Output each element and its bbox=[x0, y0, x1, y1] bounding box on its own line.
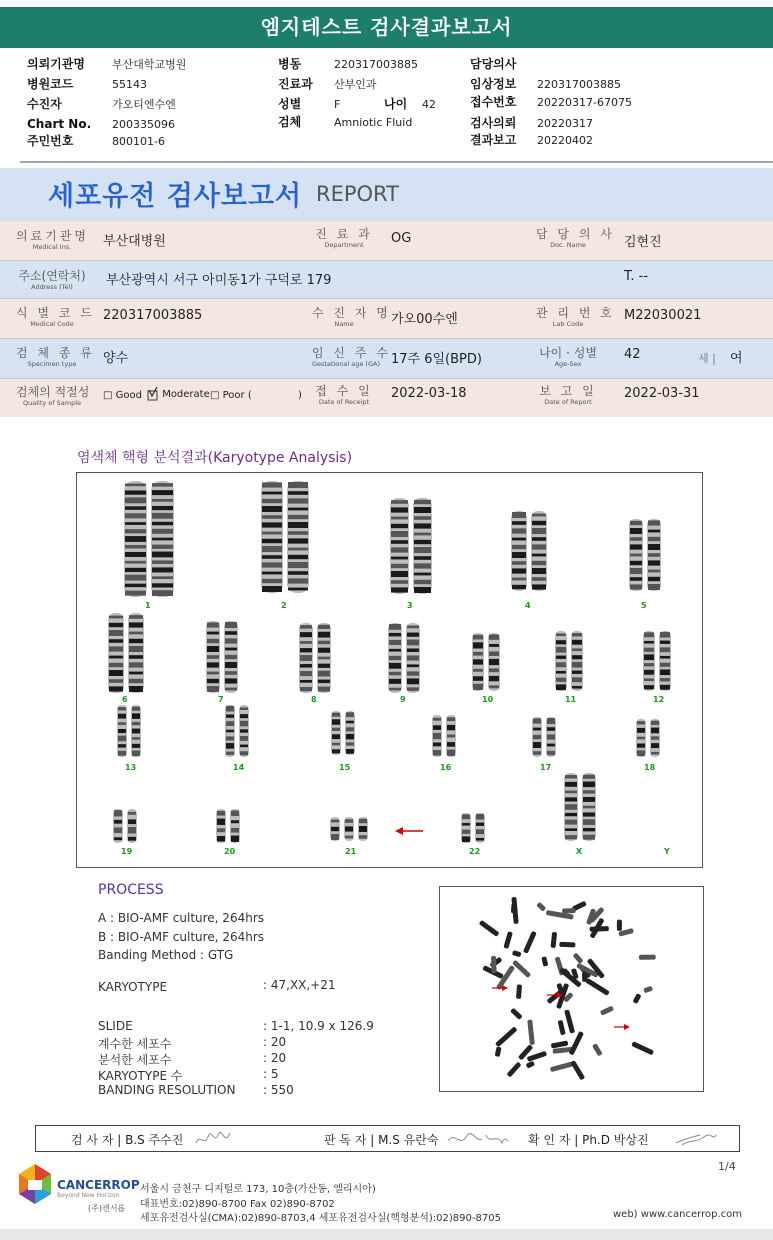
banding-resolution-value: : 550 bbox=[263, 1083, 294, 1097]
header-label: 담당의사 bbox=[470, 57, 517, 71]
footer-phone: 대표번호:02)890-8700 Fax 02)890-8702 bbox=[140, 1199, 335, 1210]
header-label: 성별 bbox=[278, 97, 302, 111]
chromosome-13 bbox=[117, 705, 141, 757]
header-value: 220317003885 bbox=[334, 58, 418, 71]
header-divider bbox=[20, 161, 773, 163]
chromosome-label: 22 bbox=[469, 847, 481, 856]
red-arrow-icon bbox=[395, 826, 425, 836]
header-value: 부산대학교병원 bbox=[112, 58, 187, 71]
chromosome-22 bbox=[461, 813, 485, 843]
receipt-date: 2022-03-18 bbox=[391, 386, 467, 401]
chromosome-label: 21 bbox=[345, 847, 357, 856]
process-heading: PROCESS bbox=[98, 882, 164, 898]
header-label: 진료과 bbox=[278, 77, 313, 91]
header-value: 20220317 bbox=[537, 117, 593, 130]
quality-moderate-checkbox[interactable] bbox=[147, 387, 210, 401]
confirmer: 확 인 자 | Ph.D 박상진 bbox=[528, 1133, 649, 1147]
chromosome-11 bbox=[555, 631, 583, 691]
field-label: 검체의 적절성 Quality of Sample bbox=[16, 385, 90, 407]
chromosome-20 bbox=[216, 809, 240, 843]
brand-name: CANCERROP bbox=[57, 1178, 140, 1192]
specimen-type: 양수 bbox=[103, 351, 129, 366]
banding-resolution-label: BANDING RESOLUTION bbox=[98, 1083, 236, 1097]
checked-box-icon bbox=[147, 387, 159, 401]
banding-method: Banding Method : GTG bbox=[98, 948, 234, 962]
chromosome-3 bbox=[390, 498, 432, 594]
header-label: 결과보고 bbox=[470, 133, 517, 147]
quality-poor-checkbox[interactable]: □ Poor ( bbox=[210, 390, 252, 401]
medical-institution: 부산대병원 bbox=[103, 234, 166, 249]
chromosome-15 bbox=[331, 711, 355, 755]
chromosome-label: 19 bbox=[121, 847, 133, 856]
quality-poor-close: ) bbox=[298, 390, 302, 401]
chromosome-label: X bbox=[576, 847, 583, 856]
confirmer-signature bbox=[674, 1129, 718, 1149]
page-number: 1/4 bbox=[718, 1160, 736, 1173]
bottom-strip bbox=[0, 1229, 773, 1240]
field-label: 의료기관명 Medical Ins. bbox=[16, 229, 89, 251]
header-value: 800101-6 bbox=[112, 135, 165, 148]
header-info bbox=[0, 52, 773, 156]
header-label: 의뢰기관명 bbox=[27, 57, 85, 71]
chromosome-label: 7 bbox=[218, 695, 224, 704]
analyzed-cells-label: 분석한 세포수 bbox=[98, 1053, 172, 1067]
chromosome-label: 12 bbox=[653, 695, 665, 704]
counted-cells-value: : 20 bbox=[263, 1035, 287, 1049]
chromosome-X bbox=[564, 773, 596, 841]
culture-a: A : BIO-AMF culture, 264hrs bbox=[98, 911, 265, 925]
info-row bbox=[0, 299, 773, 339]
header-label: 수진자 bbox=[27, 97, 62, 111]
metaphase-image bbox=[439, 886, 704, 1092]
chromosome-6 bbox=[108, 613, 144, 693]
examiner: 검 사 자 | B.S 주수진 bbox=[71, 1133, 184, 1147]
address: 부산광역시 서구 아미동1가 구덕로 179 bbox=[106, 273, 332, 288]
chromosome-label: Y bbox=[664, 847, 670, 856]
header-value: 산부인과 bbox=[334, 78, 377, 91]
info-row bbox=[0, 261, 773, 299]
patient-sex: 여 bbox=[730, 351, 743, 366]
footer-address: 서울시 금천구 디지털로 173, 10층(가산동, 엘리시아) bbox=[140, 1184, 376, 1195]
header-value: 220317003885 bbox=[537, 78, 621, 91]
chromosome-9 bbox=[388, 623, 420, 693]
telephone: T. -- bbox=[624, 269, 649, 284]
karyotype-count-value: : 5 bbox=[263, 1067, 279, 1081]
culture-b: B : BIO-AMF culture, 264hrs bbox=[98, 930, 265, 944]
examiner-signature bbox=[194, 1129, 234, 1149]
age-unit: 세 | bbox=[698, 352, 716, 365]
karyotype-result: : 47,XX,+21 bbox=[263, 978, 336, 992]
chromosome-label: 18 bbox=[644, 763, 656, 772]
header-value: 200335096 bbox=[112, 118, 175, 131]
chromosome-5 bbox=[629, 519, 661, 591]
chromosome-16 bbox=[432, 715, 456, 757]
field-label: 보 고 일 Date of Report bbox=[539, 384, 597, 406]
karyotype-label: KARYOTYPE bbox=[98, 980, 168, 994]
chromosome-label: 2 bbox=[281, 601, 287, 610]
field-label: 나이 · 성별 Age-Sex bbox=[539, 346, 597, 368]
chromosome-2 bbox=[261, 481, 309, 593]
chromosome-label: 14 bbox=[233, 763, 245, 772]
slide-label: SLIDE bbox=[98, 1019, 133, 1033]
header-value: Amniotic Fluid bbox=[334, 116, 413, 129]
chromosome-label: 1 bbox=[145, 601, 151, 610]
chromosome-label: 6 bbox=[122, 695, 128, 704]
reader-signature bbox=[446, 1129, 510, 1149]
header-label: 병원코드 bbox=[27, 77, 74, 91]
chromosome-label: 16 bbox=[440, 763, 452, 772]
karyotype-section-title: 염색체 핵형 분석결과(Karyotype Analysis) bbox=[77, 450, 353, 466]
header-value: 55143 bbox=[112, 78, 147, 91]
chromosome-12 bbox=[643, 631, 671, 691]
header-value: 20220402 bbox=[537, 134, 593, 147]
report-title: 엠지테스트 검사결과보고서 bbox=[0, 7, 773, 48]
karyotype-count-label: KARYOTYPE 수 bbox=[98, 1069, 183, 1083]
medical-code: 220317003885 bbox=[103, 308, 203, 323]
patient-name: 가오00수엔 bbox=[391, 312, 458, 327]
chromosome-label: 9 bbox=[400, 695, 406, 704]
banner-subtitle: REPORT bbox=[316, 182, 399, 206]
field-label: 진 료 과 Department bbox=[315, 227, 373, 249]
chromosome-label: 17 bbox=[540, 763, 552, 772]
header-value: 20220317-67075 bbox=[537, 96, 632, 109]
header-label: Chart No. bbox=[27, 117, 92, 131]
info-row bbox=[0, 221, 773, 261]
header-label: 검체 bbox=[278, 115, 302, 129]
header-value: F bbox=[334, 98, 341, 111]
chromosome-10 bbox=[472, 633, 500, 691]
lab-code: M22030021 bbox=[624, 308, 702, 323]
brand-korean: (주)캔서롭 bbox=[88, 1204, 126, 1213]
chromosome-4 bbox=[511, 511, 547, 591]
chromosome-19 bbox=[113, 809, 137, 843]
patient-age: 42 bbox=[624, 347, 641, 362]
chromosome-7 bbox=[206, 621, 238, 693]
field-label: 접 수 일 Date of Receipt bbox=[315, 384, 373, 406]
field-label: 임 신 주 수 Gestational age (GA) bbox=[312, 346, 391, 368]
doctor-name: 김현진 bbox=[624, 235, 662, 250]
header-label: 나이 bbox=[384, 97, 408, 111]
chromosome-label: 3 bbox=[407, 601, 413, 610]
slide-value: : 1-1, 10.9 x 126.9 bbox=[263, 1019, 374, 1033]
gestational-age: 17주 6일(BPD) bbox=[391, 352, 482, 367]
header-label: 주민번호 bbox=[27, 134, 74, 148]
chromosome-14 bbox=[225, 705, 249, 757]
chromosome-label: 5 bbox=[641, 601, 647, 610]
reader: 판 독 자 | M.S 유란숙 bbox=[324, 1133, 439, 1147]
field-label: 담 당 의 사 Doc. Name bbox=[536, 227, 615, 249]
footer-website: web) www.cancerrop.com bbox=[613, 1209, 742, 1220]
header-label: 접수번호 bbox=[470, 95, 517, 109]
field-label: 식 별 코 드 Medical Code bbox=[16, 306, 95, 328]
quality-good-checkbox[interactable]: □ Good bbox=[103, 390, 142, 401]
karyotype-image bbox=[76, 472, 703, 868]
quality-moderate-label: Moderate bbox=[162, 389, 210, 400]
chromosome-18 bbox=[636, 719, 660, 757]
brand-tagline: Beyond New Horizon bbox=[57, 1192, 120, 1199]
header-value: 가오티엔수엔 bbox=[112, 98, 176, 111]
chromosome-21 bbox=[330, 817, 368, 841]
chromosome-17 bbox=[532, 717, 556, 757]
chromosome-label: 15 bbox=[339, 763, 351, 772]
cancerrop-logo bbox=[15, 1162, 55, 1207]
field-label: 수 진 자 명 Name bbox=[312, 306, 391, 328]
header-label: 검사의뢰 bbox=[470, 116, 517, 130]
field-label: 주소(연락처) Address (Tel) bbox=[18, 269, 86, 291]
chromosome-label: 20 bbox=[224, 847, 236, 856]
footer-lab-phones: 세포유전검사실(CMA):02)890-8703,4 세포유전검사실(핵형분석):02)890-8705 bbox=[140, 1213, 501, 1224]
field-label: 관 리 번 호 Lab Code bbox=[536, 306, 615, 328]
banner-title: 세포유전 검사보고서 bbox=[48, 181, 303, 212]
department: OG bbox=[391, 231, 412, 246]
field-label: 검 체 종 류 Specimen type bbox=[16, 346, 95, 368]
info-row bbox=[0, 339, 773, 379]
header-label: 임상정보 bbox=[470, 77, 517, 91]
header-label: 병동 bbox=[278, 57, 302, 71]
report-date: 2022-03-31 bbox=[624, 386, 700, 401]
analyzed-cells-value: : 20 bbox=[263, 1051, 287, 1065]
chromosome-label: 4 bbox=[525, 601, 531, 610]
header-value: 42 bbox=[422, 98, 436, 111]
chromosome-label: 10 bbox=[482, 695, 494, 704]
metaphase-spread bbox=[440, 887, 703, 1091]
chromosome-1 bbox=[124, 481, 174, 597]
info-row bbox=[0, 379, 773, 417]
chromosome-label: 11 bbox=[565, 695, 577, 704]
chromosome-label: 13 bbox=[125, 763, 137, 772]
signature-bar bbox=[35, 1125, 740, 1152]
chromosome-8 bbox=[299, 623, 331, 693]
chromosome-label: 8 bbox=[311, 695, 317, 704]
counted-cells-label: 계수한 세포수 bbox=[98, 1037, 172, 1051]
report-banner bbox=[0, 168, 773, 221]
